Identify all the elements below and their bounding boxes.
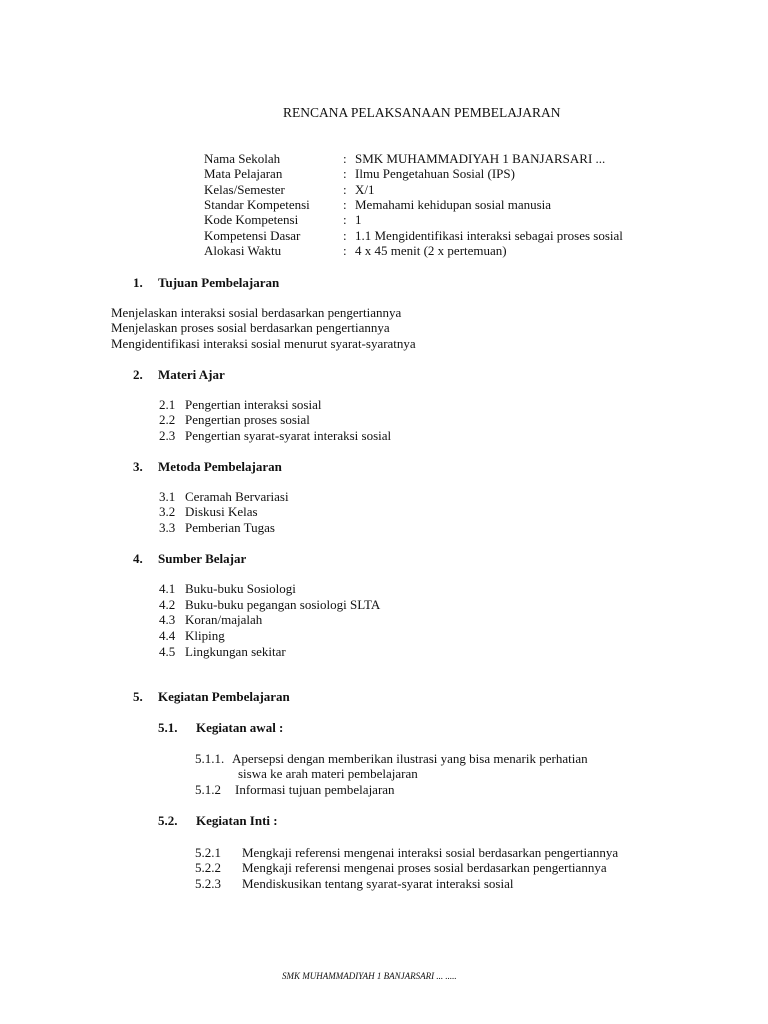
section-title-methods: Metoda Pembelajaran — [158, 459, 282, 474]
info-value-subject: Ilmu Pengetahuan Sosial (IPS) — [355, 166, 515, 181]
subsection-title-core: Kegiatan Inti : — [196, 813, 278, 828]
info-label-time: Alokasi Waktu — [204, 243, 282, 258]
list-item: Pengertian syarat-syarat interaksi sosial — [185, 428, 392, 443]
info-label-subject: Mata Pelajaran — [204, 166, 283, 181]
list-item: Mengkaji referensi mengenai proses sosial berdasarkan pengertiannya — [242, 860, 607, 875]
list-item-continuation: siswa ke arah materi pembelajaran — [238, 766, 418, 781]
info-label-code: Kode Kompetensi — [204, 212, 299, 227]
list-item: Kliping — [185, 628, 225, 643]
list-item: Apersepsi dengan memberikan ilustrasi yang bisa menarik perhatian — [232, 751, 588, 766]
list-item: Mengkaji referensi mengenai interaksi sosial berdasarkan pengertiannya — [242, 845, 619, 860]
info-value-time: 4 x 45 menit (2 x pertemuan) — [355, 243, 507, 258]
list-item-number: 2.2 — [159, 412, 176, 427]
subsection-number: 5.2. — [158, 813, 178, 828]
list-item-number: 4.1 — [159, 581, 176, 596]
info-colon: : — [343, 212, 347, 227]
objective-line: Menjelaskan interaksi sosial berdasarkan pengertiannya — [111, 305, 402, 320]
section-title-activities: Kegiatan Pembelajaran — [158, 689, 290, 704]
section-number: 2. — [133, 367, 143, 382]
info-colon: : — [343, 182, 347, 197]
subsection-number: 5.1. — [158, 720, 178, 735]
info-colon: : — [343, 243, 347, 258]
section-title-objectives: Tujuan Pembelajaran — [158, 275, 280, 290]
subsection-title-opening: Kegiatan awal : — [196, 720, 284, 735]
list-item-number: 4.4 — [159, 628, 176, 643]
page-footer: SMK MUHAMMADIYAH 1 BANJARSARI ... ..... — [282, 971, 457, 981]
list-item-number: 3.1 — [159, 489, 176, 504]
section-number: 5. — [133, 689, 143, 704]
section-number: 1. — [133, 275, 143, 290]
list-item: Diskusi Kelas — [185, 504, 258, 519]
info-colon: : — [343, 197, 347, 212]
objective-line: Mengidentifikasi interaksi sosial menurut syarat-syaratnya — [111, 336, 416, 351]
objective-line: Menjelaskan proses sosial berdasarkan pengertiannya — [111, 320, 390, 335]
list-item-number: 5.2.2 — [195, 860, 221, 875]
list-item-number: 3.2 — [159, 504, 176, 519]
list-item: Buku-buku pegangan sosiologi SLTA — [185, 597, 381, 612]
list-item: Pemberian Tugas — [185, 520, 275, 535]
list-item-number: 5.1.2 — [195, 782, 221, 797]
section-number: 4. — [133, 551, 143, 566]
info-value-standard: Memahami kehidupan sosial manusia — [355, 197, 552, 212]
info-value-code: 1 — [355, 212, 362, 227]
document-title: RENCANA PELAKSANAAN PEMBELAJARAN — [283, 105, 561, 120]
list-item: Lingkungan sekitar — [185, 644, 286, 659]
list-item: Pengertian interaksi sosial — [185, 397, 322, 412]
info-label-school: Nama Sekolah — [204, 151, 281, 166]
info-label-class: Kelas/Semester — [204, 182, 285, 197]
list-item-number: 4.3 — [159, 612, 176, 627]
list-item-number: 5.2.1 — [195, 845, 221, 860]
list-item: Informasi tujuan pembelajaran — [235, 782, 395, 797]
section-title-sources: Sumber Belajar — [158, 551, 247, 566]
list-item: Buku-buku Sosiologi — [185, 581, 296, 596]
info-colon: : — [343, 166, 347, 181]
info-colon: : — [343, 228, 347, 243]
list-item: Mendiskusikan tentang syarat-syarat interaksi sosial — [242, 876, 514, 891]
info-value-class: X/1 — [355, 182, 375, 197]
list-item-number: 5.2.3 — [195, 876, 221, 891]
section-number: 3. — [133, 459, 143, 474]
list-item: Pengertian proses sosial — [185, 412, 310, 427]
list-item: Ceramah Bervariasi — [185, 489, 289, 504]
list-item-number: 5.1.1. — [195, 751, 225, 766]
info-value-school: SMK MUHAMMADIYAH 1 BANJARSARI ... — [355, 151, 606, 166]
info-value-basic-competence: 1.1 Mengidentifikasi interaksi sebagai proses sosial — [355, 228, 623, 243]
list-item-number: 2.3 — [159, 428, 176, 443]
list-item-number: 2.1 — [159, 397, 176, 412]
list-item: Koran/majalah — [185, 612, 263, 627]
info-colon: : — [343, 151, 347, 166]
section-title-materials: Materi Ajar — [158, 367, 225, 382]
info-label-basic-competence: Kompetensi Dasar — [204, 228, 301, 243]
info-label-standard: Standar Kompetensi — [204, 197, 310, 212]
list-item-number: 3.3 — [159, 520, 176, 535]
list-item-number: 4.2 — [159, 597, 176, 612]
list-item-number: 4.5 — [159, 644, 176, 659]
